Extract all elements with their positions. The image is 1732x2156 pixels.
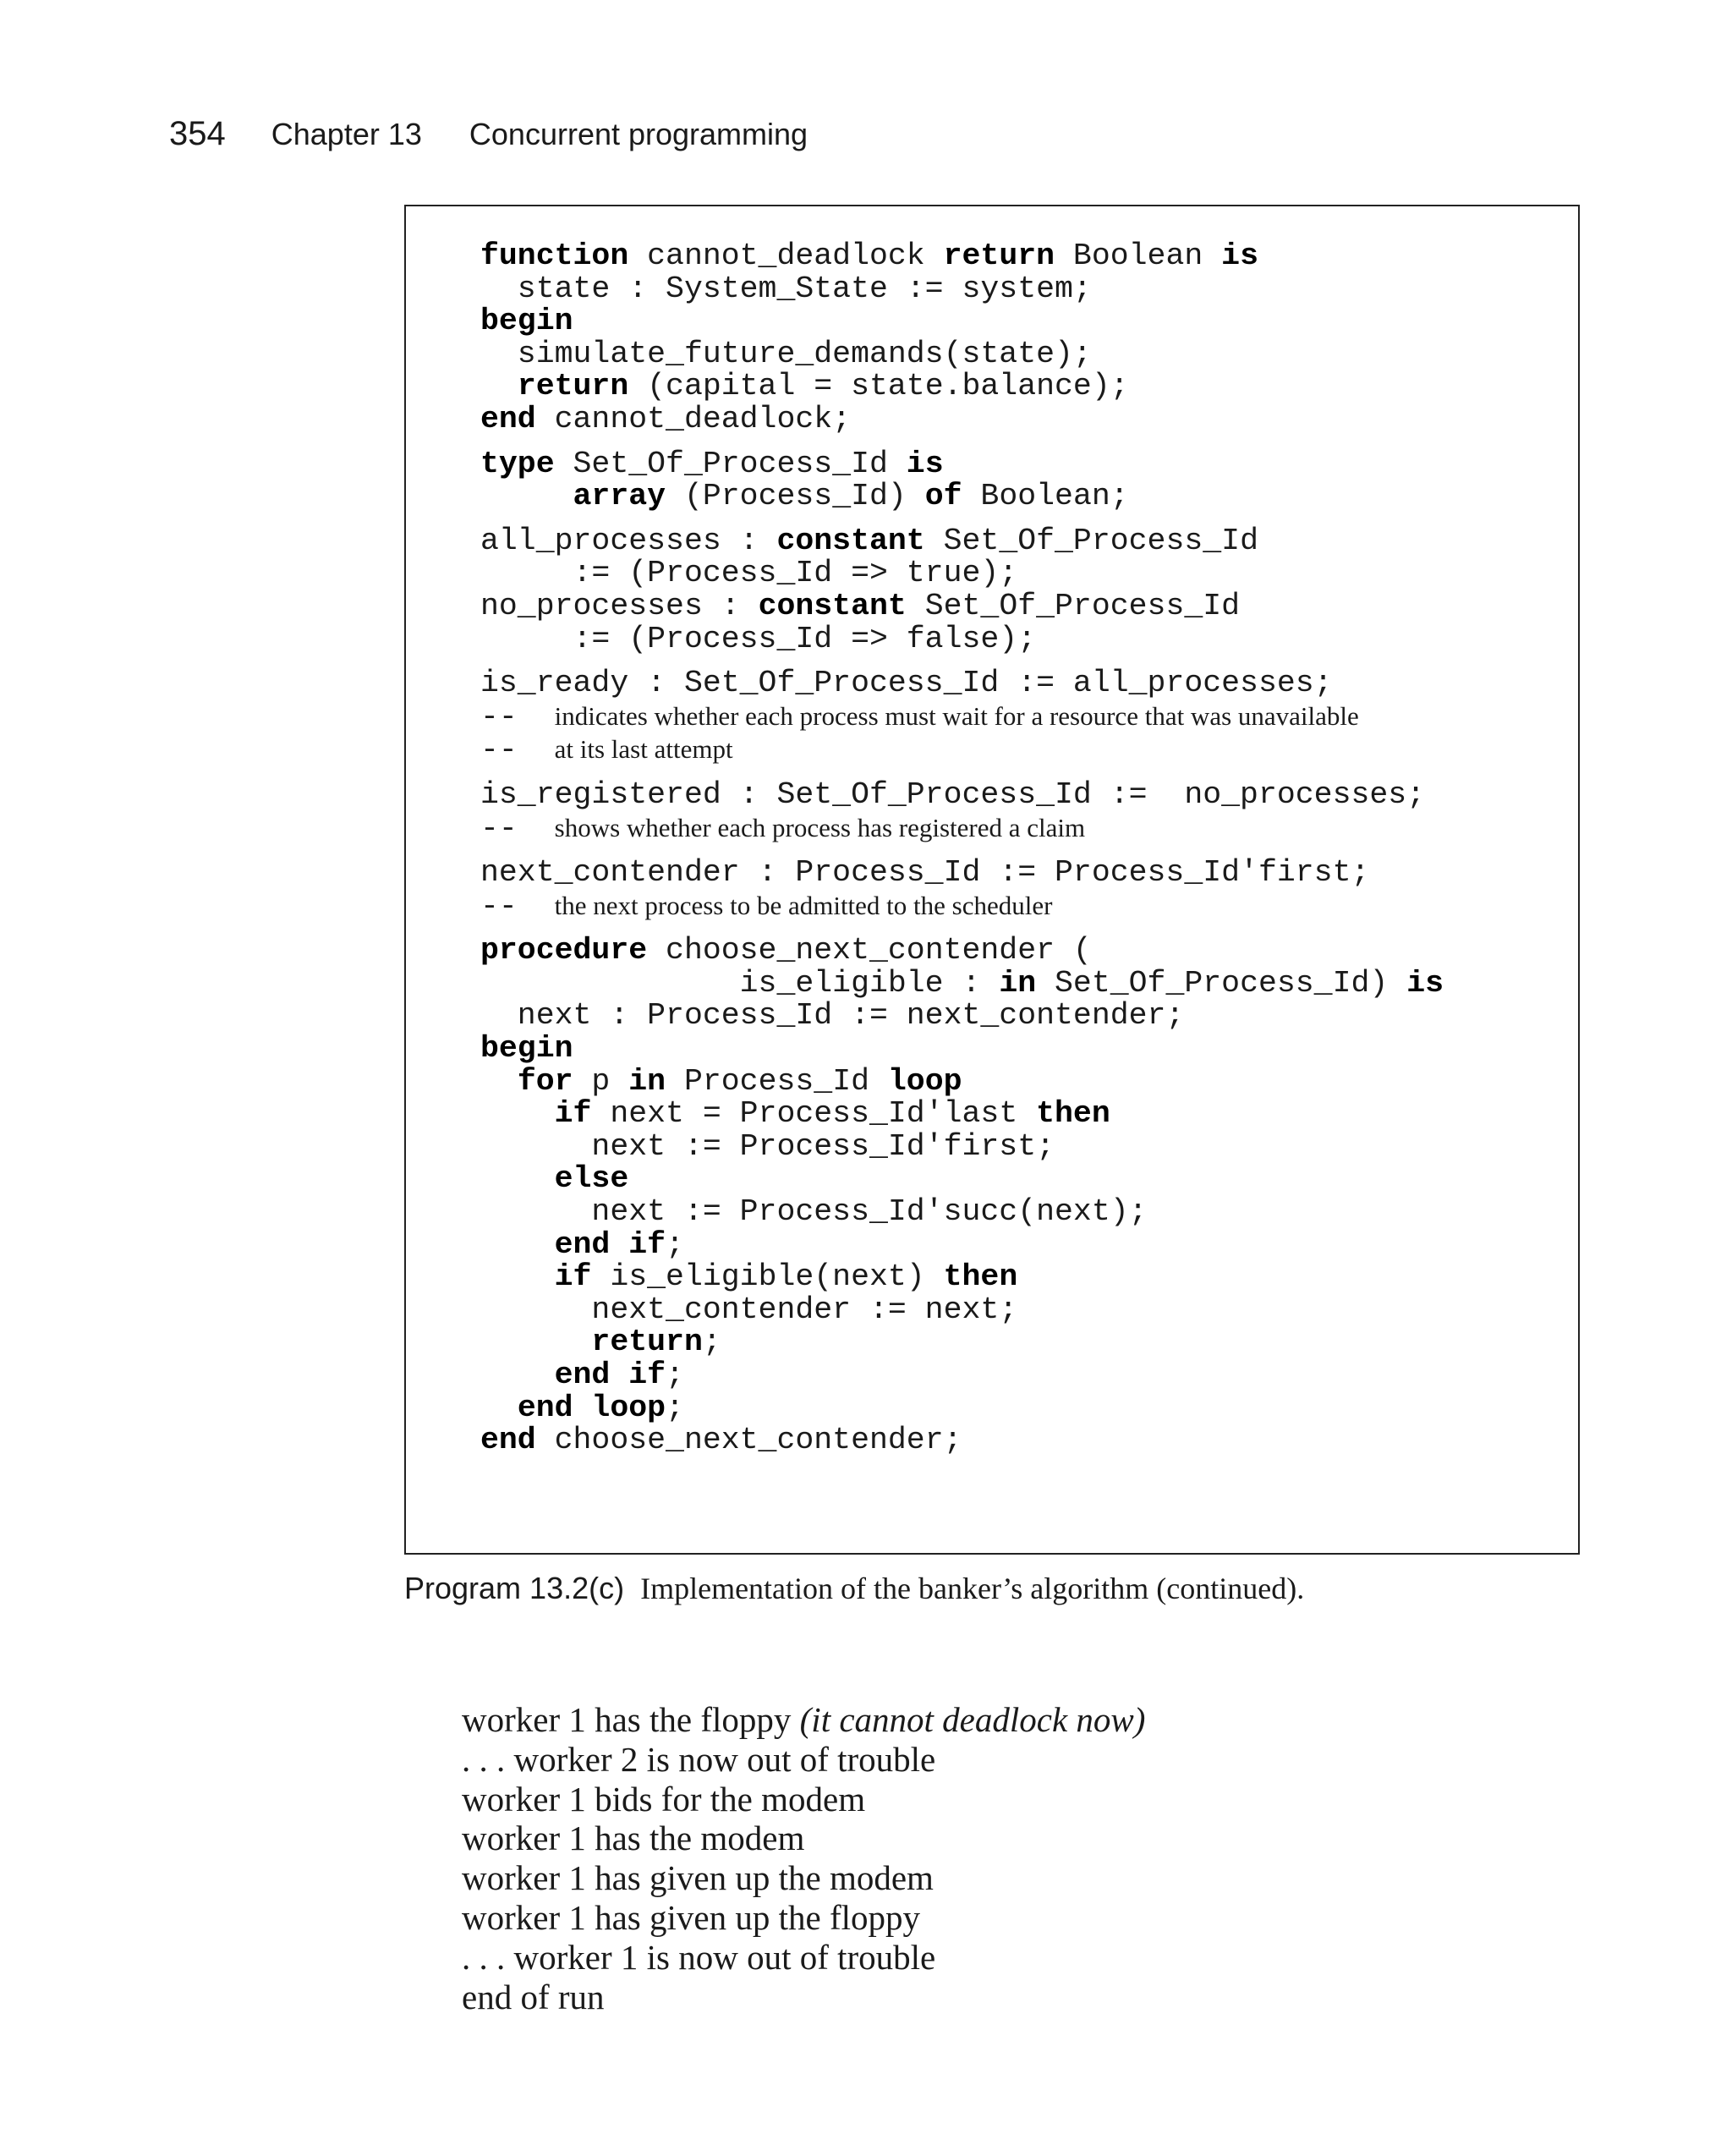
chapter-title: Concurrent programming [469,117,808,151]
code-text: Boolean [1055,239,1222,273]
code-text: ; [666,1226,684,1262]
code-keyword: is [1406,965,1444,1001]
code-line [480,1161,628,1196]
code-text: Set_Of_Process_Id [554,446,907,481]
code-comment: indicates whether each process must wait for a resource that was unavailable [554,700,1359,731]
code-line [480,369,1129,403]
code-text: Set_Of_Process_Id) [1036,965,1407,1001]
output-line [462,1978,1145,2017]
code-text: -- [480,810,555,846]
code-line [480,699,1359,734]
code-text [480,1064,518,1099]
code-keyword: in [628,1063,666,1099]
code-text: is_registered : Set_Of_Process_Id := no_processes; [480,776,1426,812]
code-line [480,1358,684,1392]
code-text: state : System_State := system; [480,271,1092,306]
code-text: (Process_Id) [666,479,925,514]
code-line [480,304,573,338]
output-line [462,1819,1145,1858]
code-text: p [573,1063,629,1099]
output-line [462,1740,1145,1780]
code-keyword: function [480,239,629,273]
code-keyword: begin [480,1031,573,1067]
code-keyword: then [943,1259,1018,1295]
code-line [480,239,1258,273]
output-note: (it cannot deadlock now) [799,1700,1146,1739]
code-keyword: if [554,1259,592,1295]
code-line [480,1292,1017,1327]
code-keyword: end if [554,1358,666,1392]
code-keyword: procedure [480,933,648,968]
output-line [462,1700,1145,1740]
code-line [480,1064,962,1099]
code-text: (capital = state.balance); [628,369,1129,404]
code-comment: shows whether each process has registered a claim [554,812,1086,842]
code-text: ; [666,1358,684,1392]
code-line [480,811,1085,846]
code-text: is_ready : Set_Of_Process_Id := all_processes; [480,666,1333,701]
code-keyword: return [943,239,1055,273]
code-text: choose_next_contender; [535,1423,962,1458]
code-line [480,998,1184,1033]
output-line [462,1938,1145,1978]
code-text: next := Process_Id'first; [480,1128,1055,1164]
code-line [480,666,1333,700]
code-line [480,272,1092,306]
code-keyword: end loop [517,1390,666,1425]
code-text [480,1391,518,1425]
code-line [480,622,1036,656]
output-text: worker 1 has given up the modem [462,1858,934,1898]
code-line [480,447,944,481]
code-line [480,855,1369,890]
code-keyword: end [480,1423,536,1458]
output-text: worker 1 has the modem [462,1819,805,1858]
output-text: end of run [462,1977,605,2016]
program-output [462,1700,1145,2016]
output-line [462,1898,1145,1938]
code-text: next_contender := next; [480,1292,1018,1327]
page-number: 354 [169,115,226,152]
code-keyword: if [554,1096,592,1132]
code-line [480,589,1240,623]
code-text: Boolean; [962,479,1129,514]
code-line [480,966,1444,1001]
code-text: Process_Id [666,1063,888,1099]
code-keyword: loop [887,1063,962,1099]
code-line [480,732,733,767]
code-text: choose_next_contender ( [647,933,1092,968]
code-text: is_eligible(next) [591,1259,944,1295]
code-line [480,1423,962,1457]
code-line [480,1031,573,1066]
output-text: . . . worker 2 is now out of trouble [462,1739,936,1779]
caption-label: Program 13.2(c) [404,1571,625,1605]
output-text: worker 1 bids for the modem [462,1779,866,1819]
code-keyword: in [999,965,1037,1001]
code-line [480,889,1052,924]
code-text: ; [666,1390,684,1425]
code-keyword: array [573,479,666,514]
code-text: -- [480,699,555,734]
output-text: worker 1 has given up the floppy [462,1897,920,1937]
code-keyword: return [591,1325,703,1360]
code-keyword: else [554,1161,629,1197]
output-line [462,1858,1145,1898]
chapter-label: Chapter 13 [271,117,422,151]
code-keyword: then [1036,1096,1110,1132]
code-keyword: is [1221,239,1258,273]
running-head [169,117,808,151]
program-caption [404,1573,1304,1604]
code-text: no_processes : [480,588,759,623]
code-line [480,337,1092,371]
code-text: ; [702,1325,721,1360]
code-line [480,1391,684,1425]
code-text: -- [480,732,555,768]
code-text: cannot_deadlock [628,239,944,273]
code-keyword: end [480,401,536,436]
output-text: . . . worker 1 is now out of trouble [462,1937,936,1977]
code-text: cannot_deadlock; [535,401,852,436]
code-text: is_eligible : [480,965,1000,1001]
code-keyword: begin [480,304,573,339]
code-line [480,1129,1055,1164]
code-line [480,777,1425,812]
code-line [480,1227,684,1262]
code-text: Set_Of_Process_Id [906,588,1241,623]
code-text [480,1227,555,1262]
code-comment: at its last attempt [554,734,733,765]
code-line [480,1194,1148,1229]
code-text [480,1358,555,1392]
code-line [480,1325,721,1359]
code-text: := (Process_Id => false); [480,621,1037,656]
code-line [480,933,1092,968]
code-keyword: return [517,369,629,404]
code-line [480,1259,1017,1294]
code-text: := (Process_Id => true); [480,556,1018,591]
caption-text: Implementation of the banker’s algorithm (continued). [640,1572,1305,1605]
code-text [480,369,518,403]
code-line [480,1096,1110,1131]
code-keyword: end if [554,1226,666,1262]
code-line [480,402,851,436]
code-text [480,479,573,513]
code-keyword: of [924,479,962,514]
code-line [480,556,1017,590]
code-text [480,1259,555,1294]
code-text: all_processes : [480,523,777,558]
code-keyword: for [517,1063,573,1099]
code-text: simulate_future_demands(state); [480,336,1092,371]
program-listing-box [404,205,1580,1555]
code-text [480,1325,591,1359]
code-text: next : Process_Id := next_contender; [480,998,1185,1034]
code-text: next = Process_Id'last [591,1096,1037,1132]
output-text: worker 1 has the floppy [462,1700,800,1739]
code-comment: the next process to be admitted to the scheduler [554,890,1053,920]
code-text: -- [480,888,555,924]
code-text: Set_Of_Process_Id [924,523,1258,558]
code-text: next_contender : Process_Id := Process_Id'first; [480,855,1370,891]
code-text [480,1161,555,1196]
code-keyword: type [480,446,555,481]
code-text [480,1096,555,1131]
code-keyword: constant [776,523,925,558]
code-keyword: constant [758,588,907,623]
code-text: next := Process_Id'succ(next); [480,1194,1148,1230]
code-keyword: is [906,446,944,481]
code-listing [480,240,1444,1457]
code-line [480,524,1258,558]
code-line [480,479,1129,513]
output-line [462,1780,1145,1819]
